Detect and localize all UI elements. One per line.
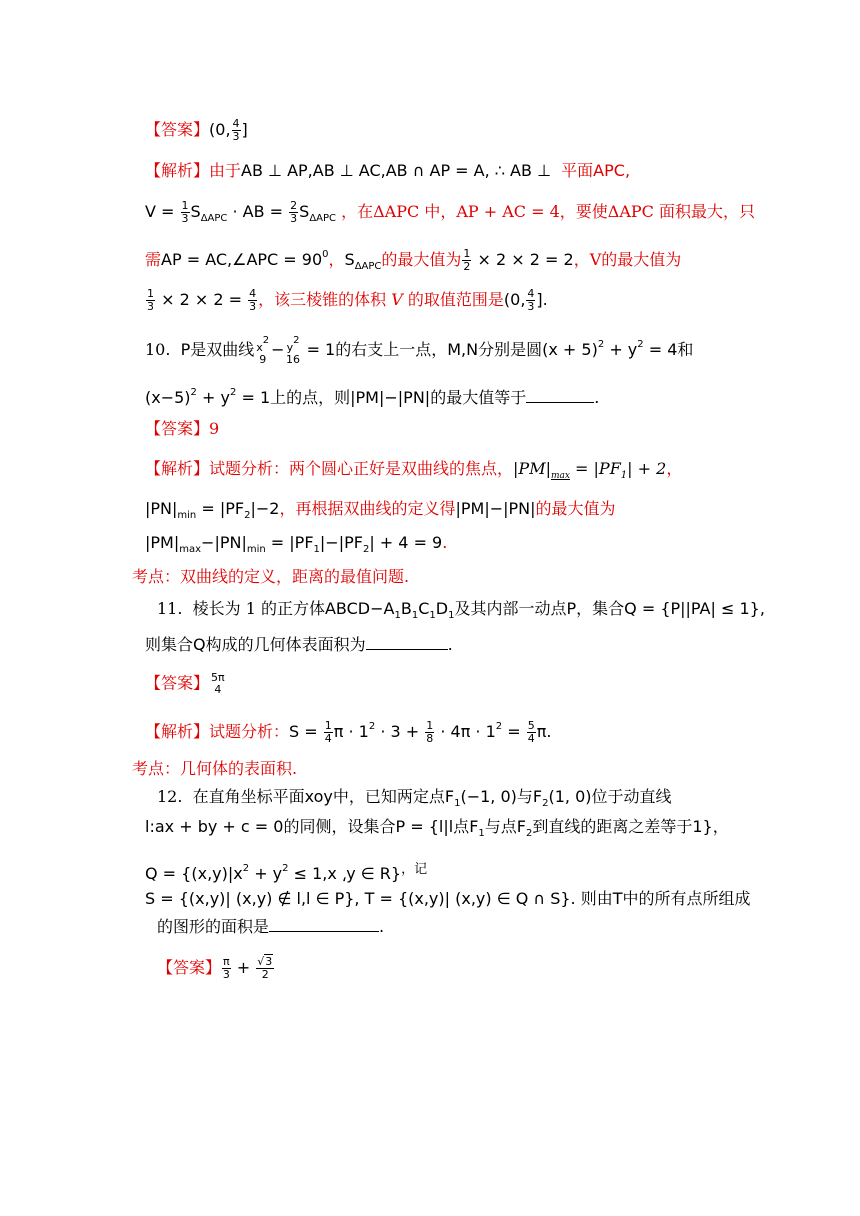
fraction: $\frac{4}{3}$ bbox=[232, 117, 240, 143]
q10-analysis-line2: $|PN|_{min} = |PF_2|-2$，再根据双曲线的定义得|PM|−|PN|的最大值为 bbox=[145, 499, 616, 521]
q12-question-line5: 的图形的面积是 . bbox=[157, 917, 385, 936]
q11-question-line1: 11. 棱长为 1 的正方体$ABCD-A_1B_1C_1D_1$及其内部一动点P，集合Q = {P||PA| ≤ 1}, bbox=[157, 599, 765, 621]
q9-analysis-line3: 需AP = AC,∠APC = $90^0$，$S_{\Delta APC}$的最大值为 $\frac{1}{2}$ × 2 × 2 = 2，V的最大值为 bbox=[145, 247, 682, 273]
answer-blank bbox=[269, 917, 379, 932]
q9-analysis-line1: 【解析】由于AB ⊥ AP,AB ⊥ AC,AB ∩ AP = A, ∴ AB ⊥ 平面APC, bbox=[145, 161, 631, 180]
q11-analysis-line: 【解析】试题分析：S = $\frac{1}{4}$ $\pi \cdot 1^2 \cdot 3$ + $\frac{1}{8}$ · $4\pi \cdot 1^2$ = $\frac{5}{4}$ π. bbox=[145, 719, 552, 745]
q10-question-line1: 10. P是双曲线 $x^2$ 9 − $y^2$ 16 = 1的右支上一点，M,N分别是圆$(x + 5)^2 + y^2 = 4$和 bbox=[145, 335, 694, 366]
q12-question-line3: $Q = \{(x,y)|x^2 + y^2 \le 1,x$ ⸲y ∈ R}$^{,记}$ bbox=[145, 862, 428, 883]
q9-analysis-line4: $\frac{1}{3}$ × 2 × 2 = $\frac{4}{3}$ ，该三棱锥的体积 V 的取值范围是(0, $\frac{4}{3}$ ]. bbox=[147, 287, 548, 313]
q10-answer-line: 【答案】9 bbox=[145, 419, 220, 438]
q10-analysis-line3: $|PM|_{max}-|PN|_{min} = |PF_1|-|PF_2| + 4 = 9$. bbox=[145, 533, 448, 555]
q12-question-line4: S = {(x,y)| (x,y) ∉ l,l ∈ P}, T = {(x,y)| (x,y) ∈ Q ∩ S}. 则由T中的所有点所组成 bbox=[145, 889, 751, 908]
q11-kaodian: 考点：几何体的表面积. bbox=[132, 759, 298, 778]
q9-analysis-line2: V = $\frac{1}{3}$ $S_{\Delta APC}$ · AB = $\frac{2}{3}$ $S_{\Delta APC}$ ，在ΔAPC 中，AP + AC = 4，要使ΔAPC 面积最大，只 bbox=[145, 199, 755, 225]
q10-analysis-line1: 【解析】试题分析：两个圆心正好是双曲线的焦点，$|PM|_{max} = |PF_1| + 2$， bbox=[145, 459, 683, 481]
q12-question-line2: l:ax + by + c = 0的同侧，设集合P = {l|l点$F_1$与点$F_2$到直线的距离之差等于1}， bbox=[145, 817, 729, 839]
q9-answer-line: 【答案】(0, $\frac{4}{3}$ ] bbox=[145, 117, 248, 143]
q12-question-line1: 12. 在直角坐标平面xoy中，已知两定点$F_1(-1$, 0)与$F_2(1$, 0)位于动直线 bbox=[157, 787, 672, 809]
answer-blank bbox=[366, 635, 448, 650]
q11-answer-line: 【答案】 5π 4 bbox=[145, 671, 225, 696]
q11-question-line2: 则集合Q构成的几何体表面积为 . bbox=[145, 635, 453, 654]
analysis-tag: 【解析】 bbox=[145, 161, 210, 180]
q10-kaodian: 考点：双曲线的定义，距离的最值问题. bbox=[132, 567, 410, 586]
answer-blank bbox=[526, 388, 594, 403]
q10-question-line2: $(x-5)^2 + y^2 = 1$上的点，则|PM|−|PN|的最大值等于 . bbox=[145, 387, 600, 407]
q12-answer-line: 【答案】 $\frac{\pi}{3}$ + $\frac{√3}{2}$ bbox=[157, 955, 273, 981]
answer-tag: 【答案】 bbox=[145, 120, 210, 139]
